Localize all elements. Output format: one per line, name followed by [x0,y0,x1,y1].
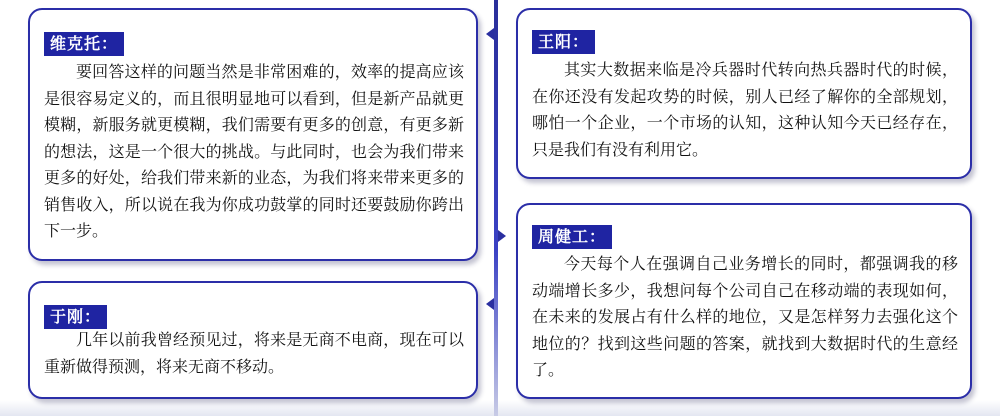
speaker-badge: 周健工： [532,225,612,249]
quote-card-wangyang [516,8,972,179]
speaker-badge: 王阳： [532,30,595,54]
quote-text: 今天每个人在强调自己业务增长的同时，都强调我的移动端增长多少，我想问每个公司自己在移动端的表现如何，在未来的发展占有什么样的地位，又是怎样努力去强化这个地位的？找到这些问题的答案，就找到大数据时代的生意经了。 [532,254,958,379]
arrow-left-icon [486,28,494,40]
quote-text: 要回答这样的问题当然是非常困难的，效率的提高应该是很容易定义的，而且很明显地可以看到，但是新产品就更模糊，新服务就更模糊，我们需要有更多的创意，有更多新的想法，这是一个很大的挑战。与此同时，也会为我们带来更多的好处，给我们带来新的业态，为我们将来带来更多的销售收入，所以说在我为你成功鼓掌的同时还要鼓励你跨出下一步。 [44,62,464,240]
timeline-line [494,0,498,416]
quote-card-yugang [28,281,478,399]
quote-text: 其实大数据来临是冷兵器时代转向热兵器时代的时候，在你还没有发起攻势的时候，别人已经了解你的全部规划，哪怕一个企业，一个市场的认知，这种认知今天已经存在，只是我们有没有利用它。 [532,60,958,159]
bottom-shade [0,400,1000,416]
speaker-badge: 维克托： [44,32,124,56]
quote-card-weiketuo [28,8,478,261]
quote-card-zhoujiangong [516,203,972,399]
arrow-right-icon [498,230,506,242]
arrow-left-icon [486,298,494,310]
speaker-badge: 于刚： [44,305,107,329]
quote-text: 几年以前我曾经预见过，将来是无商不电商，现在可以重新做得预测，将来无商不移动。 [44,330,464,376]
